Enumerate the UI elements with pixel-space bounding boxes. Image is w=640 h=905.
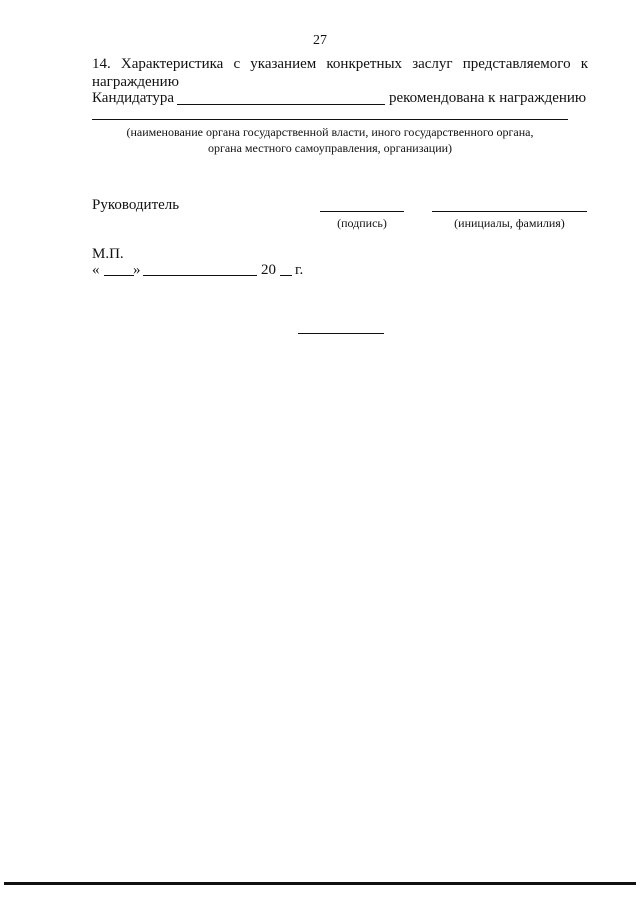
section-title-line-1: 14. Характеристика с указанием конкретных заслуг представляемого к [92,56,588,72]
year-prefix: 20 [261,262,276,278]
section-title-line-2: награждению [92,74,179,90]
candidate-blank-line [177,104,385,105]
date-day-blank-line [104,275,134,276]
name-caption: (инициалы, фамилия) [454,216,565,230]
stamp-label: М.П. [92,246,124,262]
year-blank-line [280,275,292,276]
footer-rule [4,882,636,885]
date-quote-close: » [133,262,141,278]
signature-blank-line [320,211,404,212]
page-number: 27 [313,33,327,48]
organization-caption-line-2: органа местного самоуправления, организации) [207,141,453,155]
recommended-text: рекомендована к награждению [389,90,587,106]
organization-caption-line-1: (наименование органа государственной власти, иного государственного органа, [126,125,534,139]
date-month-blank-line [143,275,257,276]
date-quote-open: « [92,262,100,278]
end-divider-line [298,333,384,334]
organization-blank-line [92,119,568,120]
name-blank-line [432,211,587,212]
candidate-label: Кандидатура [92,90,175,106]
signature-caption: (подпись) [337,216,387,230]
year-suffix: г. [295,262,304,278]
head-label: Руководитель [92,197,180,213]
